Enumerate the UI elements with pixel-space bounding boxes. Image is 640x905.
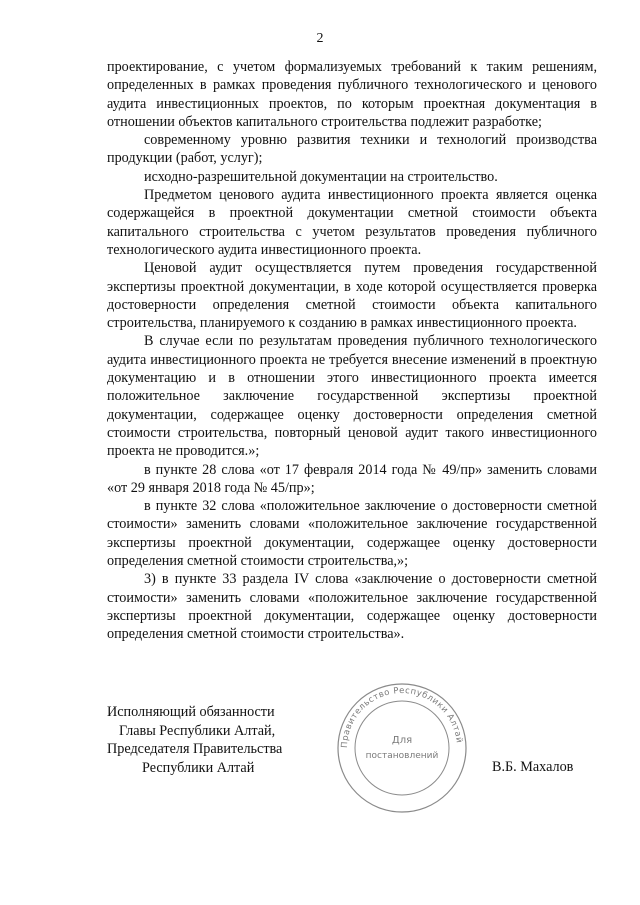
paragraph: в пункте 28 слова «от 17 февраля 2014 года № 49/пр» заменить словами «от 29 января 2018 года № 45/пр»; bbox=[107, 461, 597, 496]
page-number: 2 bbox=[316, 31, 324, 46]
paragraph: в пункте 32 слова «положительное заключение о достоверности сметной стоимости» заменить словами «положительное заключение государственной экспертизы проектной документации, содержащее оценку достоверности определения сметной стоимости строительства,»; bbox=[107, 498, 597, 570]
signature-title bbox=[107, 703, 282, 777]
paragraph: 3) в пункте 33 раздела IV слова «заключение о достоверности сметной стоимости» заменить словами «положительное заключение государственной экспертизы проектной документации, содержащее оценку достоверности определения сметной стоимости строительства». bbox=[107, 571, 597, 643]
signature-title-line: Республики Алтай bbox=[142, 759, 255, 776]
signature-title-line: Главы Республики Алтай, bbox=[119, 722, 276, 739]
stamp-inner-line: постановлений bbox=[365, 751, 439, 761]
document-body bbox=[107, 58, 597, 644]
signer-name: В.Б. Махалов bbox=[492, 759, 574, 775]
paragraph: проектирование, с учетом формализуемых требований к таким решениям, определенных в рамках проведения публичного технологического и ценового аудита инвестиционных проектов, по которым проектная документация в отношении объектов капитального строительства подлежит разработке; bbox=[107, 59, 597, 130]
official-stamp bbox=[334, 680, 470, 816]
paragraph: современному уровню развития техники и технологий производства продукции (работ, услуг); bbox=[107, 132, 597, 167]
paragraph: Ценовой аудит осуществляется путем проведения государственной экспертизы проектной документации, в ходе которой осуществляется проверка достоверности определения сметной стоимости объекта капитального строительства, планируемого к созданию в рамках инвестиционного проекта. bbox=[107, 260, 597, 332]
stamp-outer-text: Правительство Республики Алтай bbox=[339, 685, 464, 749]
stamp-inner-ring bbox=[355, 701, 449, 795]
paragraph: В случае если по результатам проведения публичного технологического аудита инвестиционного проекта не требуется внесение изменений в проектную документацию и в отношении этого инвестиционного проекта имеется положительное заключение государственной экспертизы проектной документации, содержащее оценку достоверности определения сметной стоимости строительства, повторный ценовой аудит такого инвестиционного проекта не проводится.»; bbox=[107, 333, 597, 460]
paragraph: Предметом ценового аудита инвестиционного проекта является оценка содержащейся в проектной документации сметной стоимости объекта капитального строительства с учетом результатов проведения публичного технологического аудита инвестиционного проекта. bbox=[107, 187, 597, 258]
paragraph: исходно-разрешительной документации на строительство. bbox=[144, 168, 498, 185]
stamp-outer-ring bbox=[338, 684, 466, 812]
signature-title-line: Исполняющий обязанности bbox=[107, 704, 275, 720]
stamp-inner-line: Для bbox=[391, 735, 413, 746]
signature-title-line: Председателя Правительства bbox=[107, 741, 283, 757]
